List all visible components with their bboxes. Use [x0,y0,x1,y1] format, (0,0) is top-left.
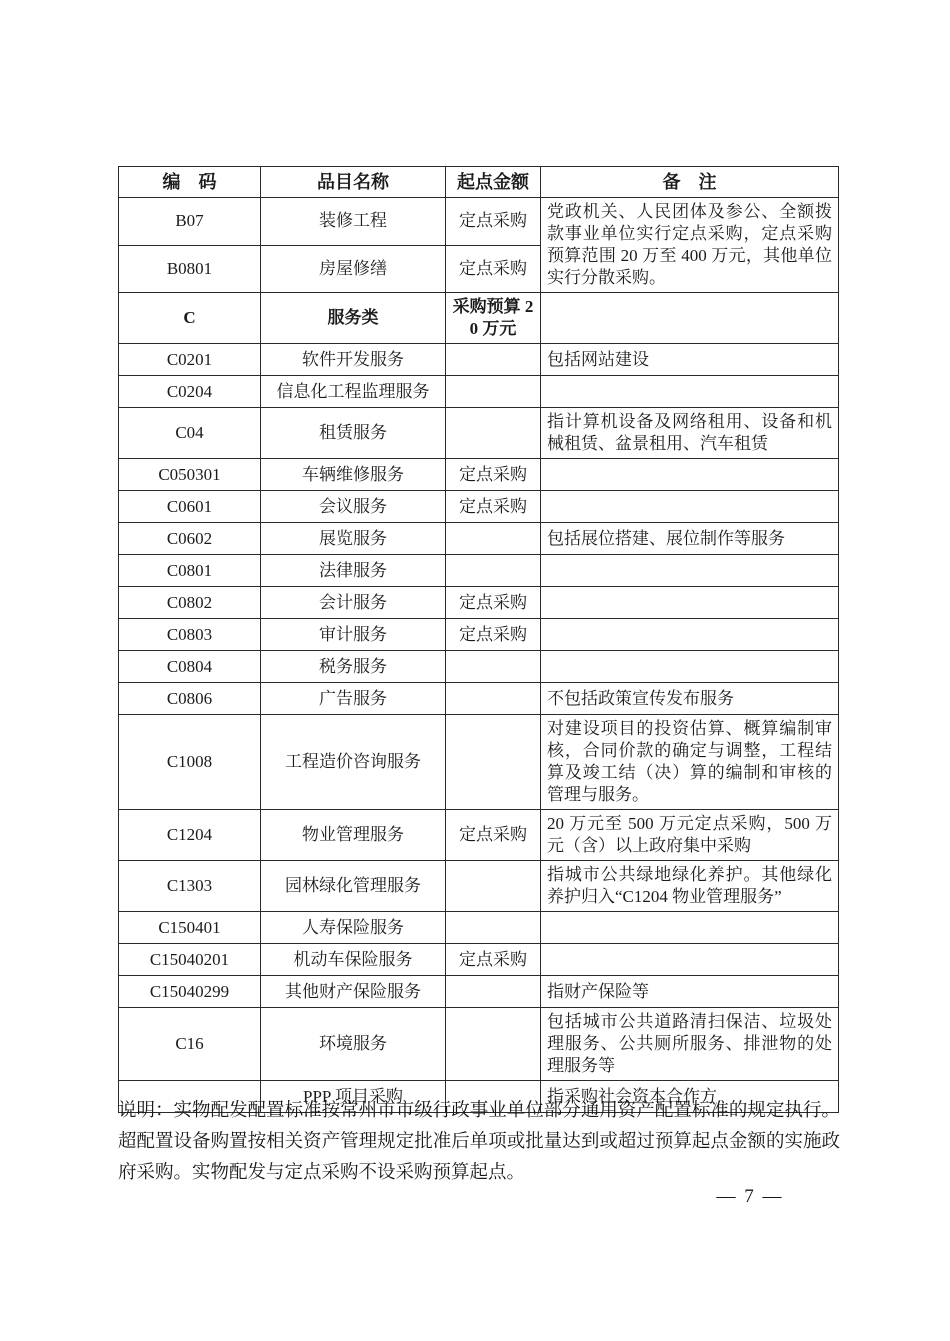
cell-threshold [446,408,541,459]
cell-code: C0803 [119,619,261,651]
table-row [119,587,839,619]
cell-remark: 不包括政策宣传发布服务 [541,683,839,715]
cell-remark [541,587,839,619]
cell-threshold [446,976,541,1008]
table-row [119,376,839,408]
table-row [119,523,839,555]
cell-threshold [446,683,541,715]
cell-remark [541,376,839,408]
cell-code: C1008 [119,715,261,810]
cell-item-name: 展览服务 [261,523,446,555]
cell-item-name: 其他财产保险服务 [261,976,446,1008]
cell-code: C050301 [119,459,261,491]
table-row [119,619,839,651]
cell-code: C0602 [119,523,261,555]
table-row [119,912,839,944]
cell-item-name: 审计服务 [261,619,446,651]
table-row [119,198,839,246]
cell-item-name: 广告服务 [261,683,446,715]
cell-threshold: 采购预算 20 万元 [446,293,541,344]
cell-threshold: 定点采购 [446,944,541,976]
cell-remark [541,619,839,651]
cell-threshold [446,376,541,408]
cell-item-name: 工程造价咨询服务 [261,715,446,810]
cell-code: C [119,293,261,344]
cell-threshold: 定点采购 [446,245,541,293]
cell-threshold [446,861,541,912]
cell-remark: 党政机关、人民团体及参公、全额拨款事业单位实行定点采购，定点采购预算范围 20 万至 400 万元，其他单位实行分散采购。 [541,198,839,293]
table-row [119,976,839,1008]
cell-item-name: 物业管理服务 [261,810,446,861]
cell-item-name: 车辆维修服务 [261,459,446,491]
cell-remark [541,459,839,491]
cell-code: C0801 [119,555,261,587]
cell-code: C0802 [119,587,261,619]
table-row [119,810,839,861]
cell-remark [541,651,839,683]
table-row [119,861,839,912]
cell-code: C15040299 [119,976,261,1008]
cell-remark: 包括城市公共道路清扫保洁、垃圾处理服务、公共厕所服务、排泄物的处理服务等 [541,1008,839,1081]
cell-threshold: 定点采购 [446,459,541,491]
cell-item-name: 软件开发服务 [261,344,446,376]
cell-threshold [446,344,541,376]
cell-remark [541,944,839,976]
cell-threshold: 定点采购 [446,810,541,861]
cell-remark [541,293,839,344]
cell-code: C1204 [119,810,261,861]
table-row [119,715,839,810]
cell-remark [541,491,839,523]
cell-remark: 指采购社会资本合作方 [541,1081,839,1113]
note-text: 说明：实物配发配置标准按常州市市级行政事业单位部分通用资产配置标准的规定执行。超配置设备购置按相关资产管理规定批准后单项或批量达到或超过预算起点金额的实施政府采购。实物配发与定点采购不设采购预算起点。 [118,1101,840,1183]
cell-remark: 包括展位搭建、展位制作等服务 [541,523,839,555]
cell-remark [541,912,839,944]
table-row [119,651,839,683]
cell-code: C0201 [119,344,261,376]
cell-item-name: 机动车保险服务 [261,944,446,976]
cell-code: C15040201 [119,944,261,976]
cell-remark: 20 万元至 500 万元定点采购，500 万元（含）以上政府集中采购 [541,810,839,861]
cell-code: C0204 [119,376,261,408]
cell-code: C150401 [119,912,261,944]
header-cell-remark: 备 注 [541,167,839,198]
cell-item-name: 会议服务 [261,491,446,523]
cell-code: C0804 [119,651,261,683]
cell-item-name: 园林绿化管理服务 [261,861,446,912]
table-row [119,1008,839,1081]
cell-code: C0806 [119,683,261,715]
cell-item-name: PPP 项目采购 [261,1081,446,1113]
cell-item-name: 人寿保险服务 [261,912,446,944]
cell-threshold: 定点采购 [446,491,541,523]
cell-threshold [446,1008,541,1081]
cell-remark: 包括网站建设 [541,344,839,376]
cell-code: C04 [119,408,261,459]
cell-code: B0801 [119,245,261,293]
cell-item-name: 税务服务 [261,651,446,683]
table-row [119,459,839,491]
cell-item-name: 会计服务 [261,587,446,619]
cell-item-name: 房屋修缮 [261,245,446,293]
header-cell-item-name: 品目名称 [261,167,446,198]
cell-threshold [446,715,541,810]
cell-item-name: 租赁服务 [261,408,446,459]
table-row [119,491,839,523]
cell-item-name: 服务类 [261,293,446,344]
cell-item-name: 环境服务 [261,1008,446,1081]
cell-code: C16 [119,1008,261,1081]
cell-code: C1303 [119,861,261,912]
table-row [119,293,839,344]
page-number: — 7 — [716,1186,784,1207]
cell-remark [541,555,839,587]
header-cell-code: 编 码 [119,167,261,198]
cell-remark: 指城市公共绿地绿化养护。其他绿化养护归入“C1204 物业管理服务” [541,861,839,912]
cell-code: B07 [119,198,261,246]
cell-remark: 指财产保险等 [541,976,839,1008]
table-header-row [119,167,839,198]
cell-threshold [446,523,541,555]
cell-threshold [446,651,541,683]
header-cell-threshold: 起点金额 [446,167,541,198]
table-row [119,408,839,459]
cell-threshold: 定点采购 [446,198,541,246]
cell-threshold: 定点采购 [446,619,541,651]
cell-code: C0601 [119,491,261,523]
cell-threshold: 定点采购 [446,587,541,619]
table-row [119,555,839,587]
table-row [119,344,839,376]
cell-item-name: 装修工程 [261,198,446,246]
cell-remark: 对建设项目的投资估算、概算编制审核，合同价款的确定与调整，工程结算及竣工结（决）算的编制和审核的管理与服务。 [541,715,839,810]
table-row [119,944,839,976]
cell-threshold [446,912,541,944]
cell-threshold [446,555,541,587]
procurement-table [118,166,839,1113]
cell-item-name: 法律服务 [261,555,446,587]
cell-remark: 指计算机设备及网络租用、设备和机械租赁、盆景租用、汽车租赁 [541,408,839,459]
cell-item-name: 信息化工程监理服务 [261,376,446,408]
table-row [119,683,839,715]
